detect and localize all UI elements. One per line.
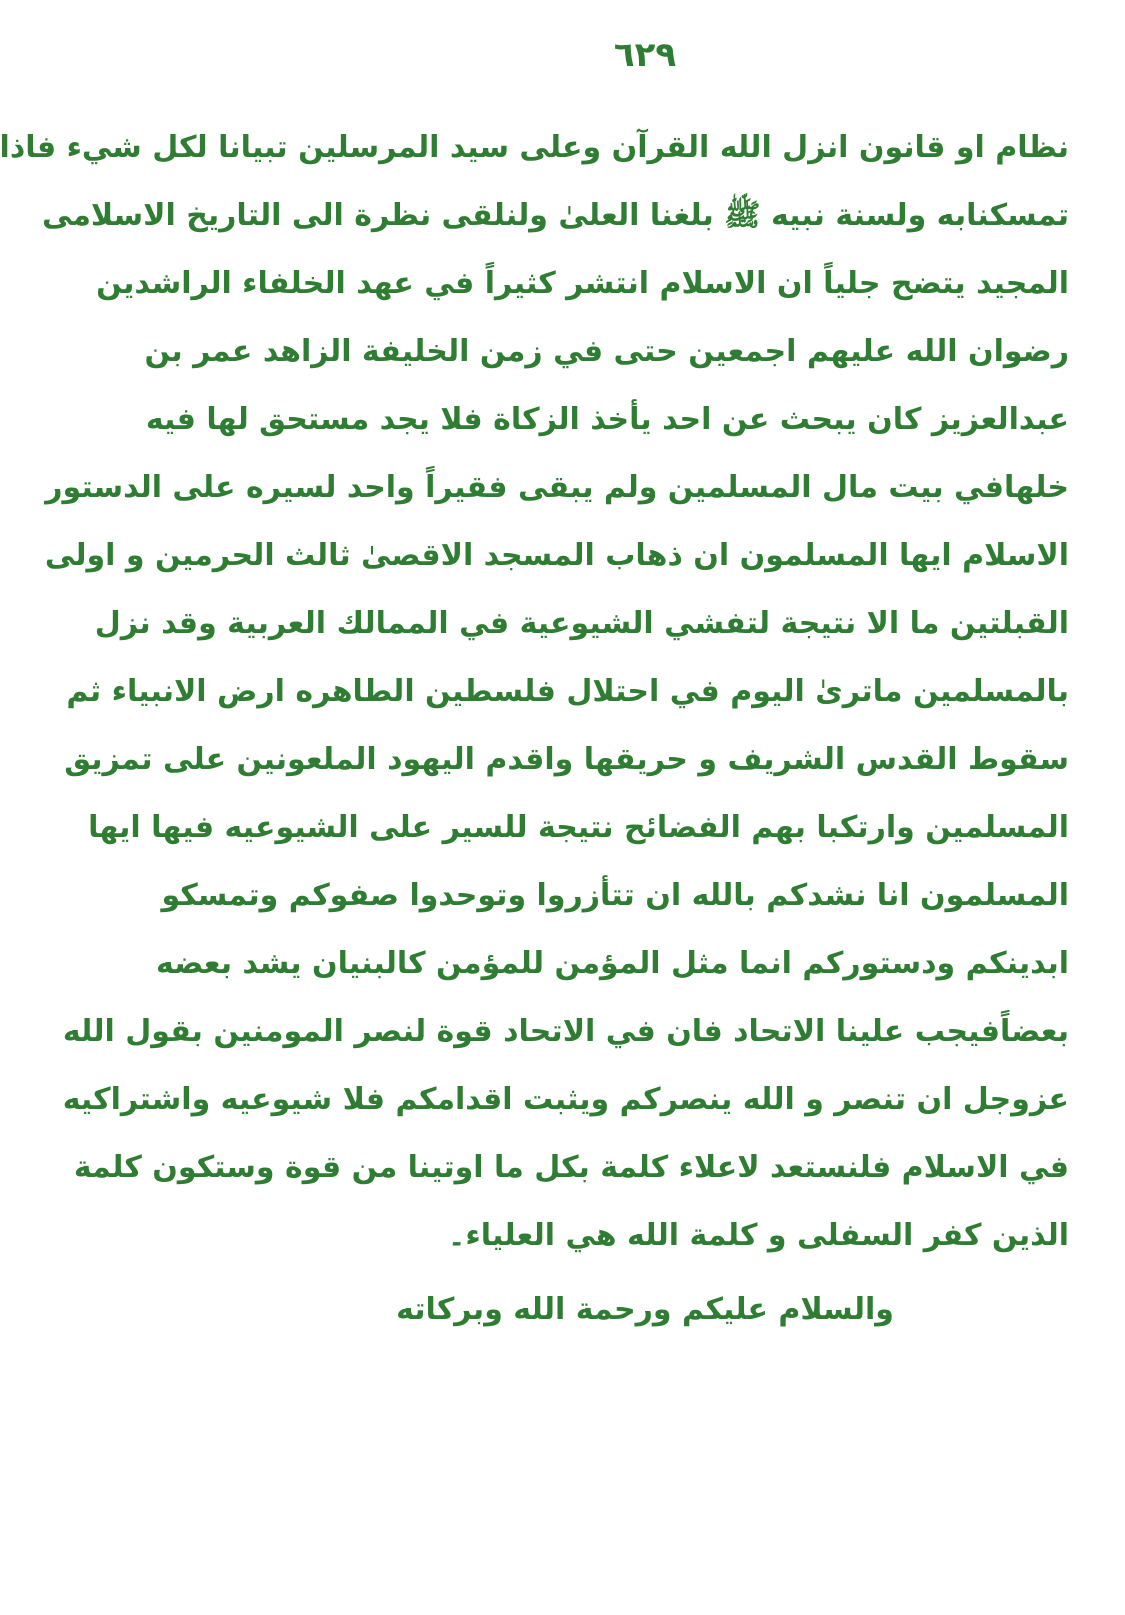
text-line: الاسلام ايها المسلمون ان ذهاب المسجد الاقصیٰ ثالث الحرمين و اولى xyxy=(44,538,1069,573)
text-line: بعضاًفيجب علينا الاتحاد فان في الاتحاد قوة لنصر المومنين بقول الله xyxy=(62,1014,1069,1049)
body-paragraph xyxy=(0,118,1069,1274)
text-line: عزوجل ان تنصر و الله ينصركم ويثبت اقدامكم فلا شيوعيه واشتراكيه xyxy=(62,1082,1069,1117)
text-line: القبلتين ما الا نتيجة لتفشي الشيوعية في الممالك العربية وقد نزل xyxy=(94,606,1069,641)
closing-salutation: والسلام عليكم ورحمة الله وبركاته xyxy=(396,1292,894,1327)
page-number: ٦٢٩ xyxy=(613,35,677,75)
text-line: المسلمون انا نشدكم بالله ان تتأزروا وتوحدوا صفوكم وتمسكو xyxy=(161,878,1069,913)
text-line: سقوط القدس الشريف و حريقها واقدم اليهود الملعونين على تمزيق xyxy=(64,742,1069,777)
text-line: ابدينكم ودستوركم انما مثل المؤمن للمؤمن كالبنيان يشد بعضه xyxy=(156,946,1069,981)
text-line: رضوان الله عليهم اجمعين حتى في زمن الخليفة الزاهد عمر بن xyxy=(144,334,1069,369)
text-line: تمسكنابه ولسنة نبيه ﷺ بلغنا العلیٰ ولنلقى نظرة الى التاريخ الاسلامی xyxy=(41,198,1069,233)
text-line: الذين كفر السفلى و كلمة الله هي العلياء۔ xyxy=(447,1218,1069,1253)
text-line: المسلمين وارتكبا بهم الفضائح نتيجة للسير على الشيوعيه فيها ايها xyxy=(88,810,1069,845)
text-line: خلهافي بيت مال المسلمين ولم يبقى فقيراً واحد لسيره على الدستور xyxy=(45,470,1069,505)
text-line: بالمسلمين ماترىٰ اليوم في احتلال فلسطين الطاهره ارض الانبياء ثم xyxy=(66,674,1069,709)
text-line: نظام او قانون انزل الله القرآن وعلى سيد المرسلين تبيانا لكل شيء فاذا xyxy=(0,130,1069,165)
text-line: عبدالعزيز كان يبحث عن احد يأخذ الزكاة فلا يجد مستحق لها فيه xyxy=(145,402,1069,437)
text-line: في الاسلام فلنستعد لاعلاء كلمة بكل ما اوتينا من قوة وستكون كلمة xyxy=(73,1150,1069,1185)
text-line: المجيد يتضح جلياً ان الاسلام انتشر كثيراً في عهد الخلفاء الراشدين xyxy=(96,266,1069,301)
